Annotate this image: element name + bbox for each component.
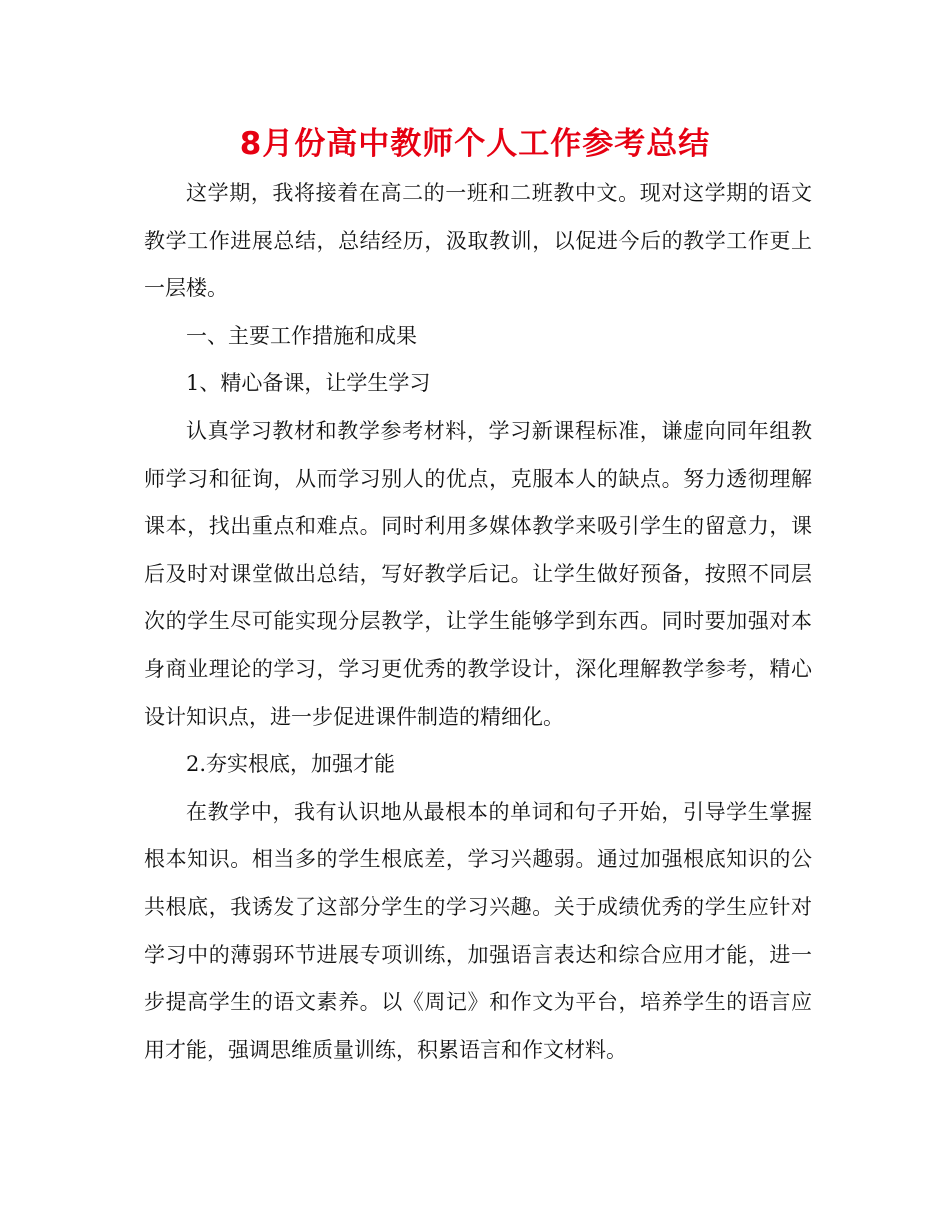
paragraph-foundation: 在教学中，我有认识地从最根本的单词和句子开始，引导学生掌握根本知识。相当多的学生根底差，学习兴趣弱。通过加强根底知识的公共根底，我诱发了这部分学生的学习兴趣。关于成绩优秀的学生应针对学习中的薄弱环节进展专项训练，加强语言表达和综合应用才能，进一步提高学生的语文素养。以《周记》和作文为平台，培养学生的语言应用才能，强调思维质量训练，积累语言和作文材料。	[144, 799, 812, 1062]
section-heading-main-measures: 一、主要工作措施和成果	[186, 323, 417, 348]
document-title: 8月份高中教师个人工作参考总结	[239, 126, 711, 162]
document-body	[144, 170, 812, 1074]
subheading-foundation: 2.夯实根底，加强才能	[186, 752, 396, 777]
paragraph-intro: 这学期，我将接着在高二的一班和二班教中文。现对这学期的语文教学工作进展总结，总结经历，汲取教训，以促进今后的教学工作更上一层楼。	[144, 181, 812, 301]
paragraph-lesson-prep: 认真学习教材和教学参考材料，学习新课程标准，谦虚向同年组教师学习和征询，从而学习别人的优点，克服本人的缺点。努力透彻理解课本，找出重点和难点。同时利用多媒体教学来吸引学生的留意力，课后及时对课堂做出总结，写好教学后记。让学生做好预备，按照不同层次的学生尽可能实现分层教学，让学生能够学到东西。同时要加强对本身商业理论的学习，学习更优秀的教学设计，深化理解教学参考，精心设计知识点，进一步促进课件制造的精细化。	[144, 418, 812, 729]
subheading-lesson-prep: 1、精心备课，让学生学习	[186, 371, 431, 396]
